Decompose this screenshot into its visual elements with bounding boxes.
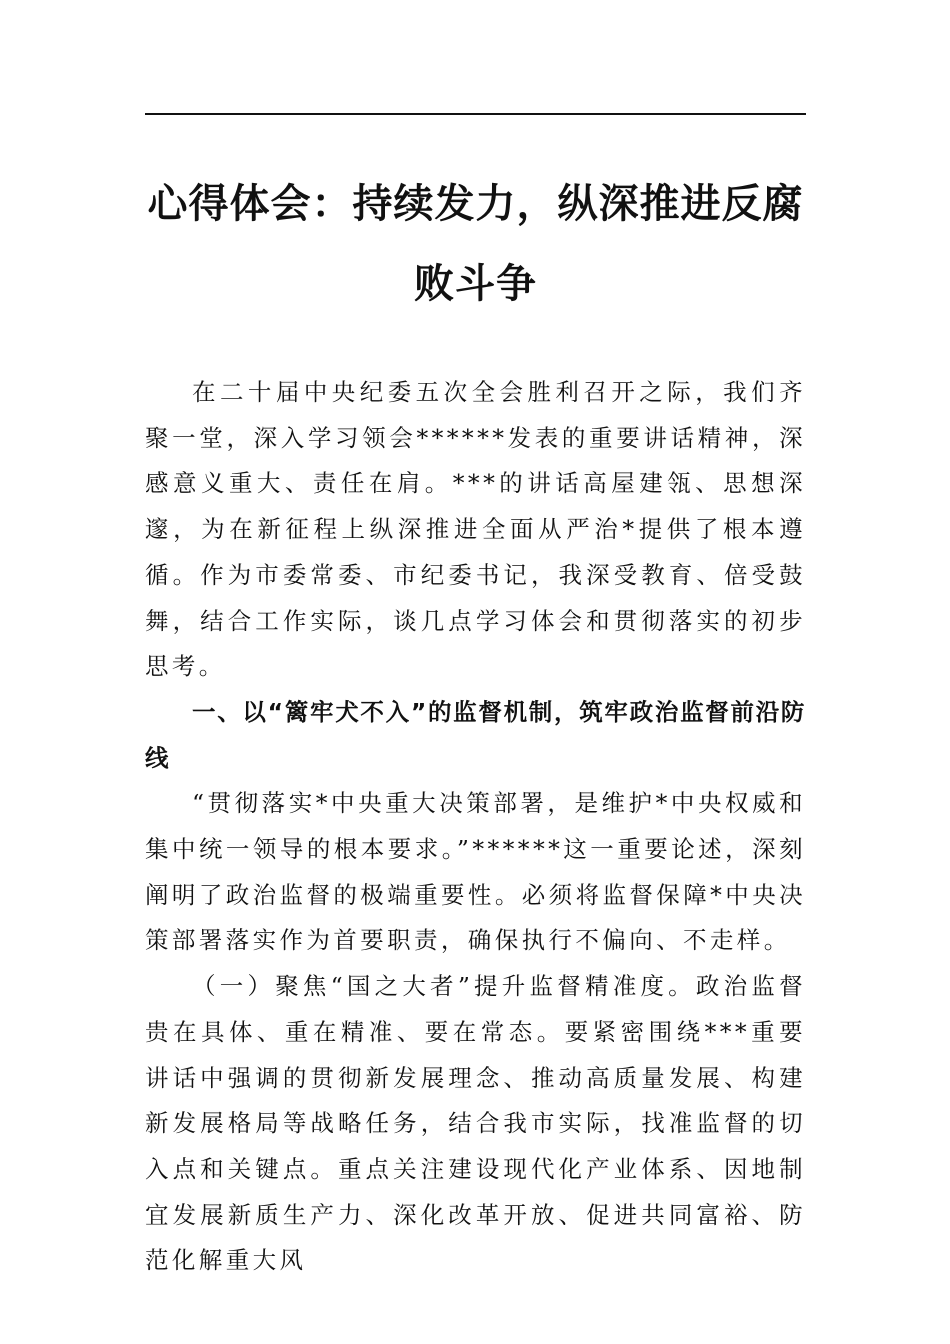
- section-heading-1: 一、以“篱牢犬不入”的监督机制，筑牢政治监督前沿防线: [145, 697, 806, 772]
- document-title: 心得体会：持续发力，纵深推进反腐败斗争: [147, 180, 804, 307]
- subsection-1-paragraph: （一）聚焦“国之大者”提升监督精准度。政治监督贵在具体、重在精准、要在常态。要紧密围绕***重要讲话中强调的贯彻新发展理念、推动高质量发展、构建新发展格局等战略任务，结合我市实际，找准监督的切入点和关键点。重点关注建设现代化产业体系、因地制宜发展新质生产力、深化改革开放、促进共同富裕、防范化解重大风: [145, 972, 806, 1275]
- document-body: [145, 370, 806, 1284]
- section-1-paragraph: “贯彻落实*中央重大决策部署，是维护*中央权威和集中统一领导的根本要求。”******这一重要论述，深刻阐明了政治监督的极端重要性。必须将监督保障*中央决策部署落实作为首要职责，确保执行不偏向、不走样。: [145, 789, 806, 955]
- header-rule: [145, 113, 806, 115]
- intro-paragraph: 在二十届中央纪委五次全会胜利召开之际，我们齐聚一堂，深入学习领会******发表的重要讲话精神，深感意义重大、责任在肩。***的讲话高屋建瓴、思想深邃，为在新征程上纵深推进全面从严治*提供了根本遵循。作为市委常委、市纪委书记，我深受教育、倍受鼓舞，结合工作实际，谈几点学习体会和贯彻落实的初步思考。: [145, 378, 806, 681]
